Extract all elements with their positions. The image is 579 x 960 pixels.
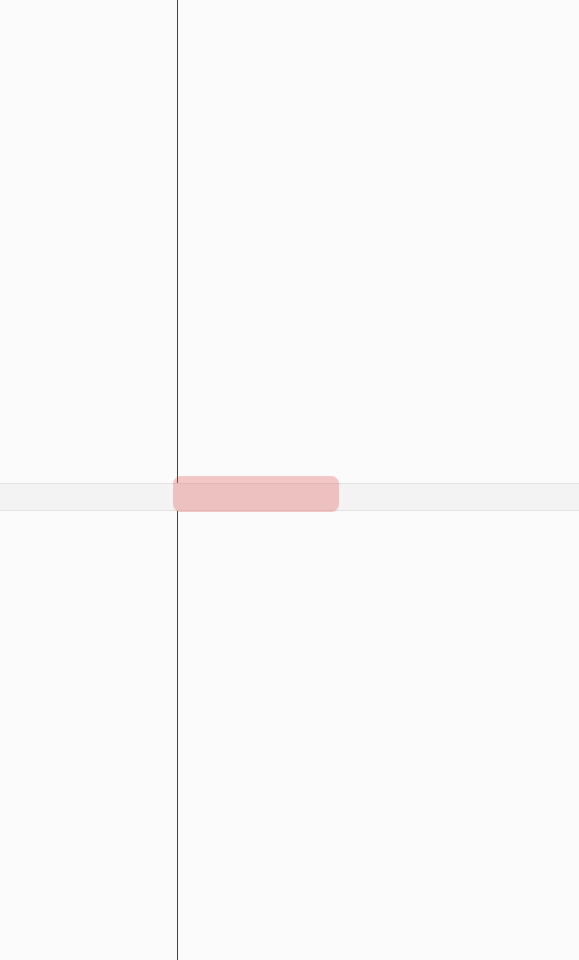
watermark-compania [173,476,339,512]
